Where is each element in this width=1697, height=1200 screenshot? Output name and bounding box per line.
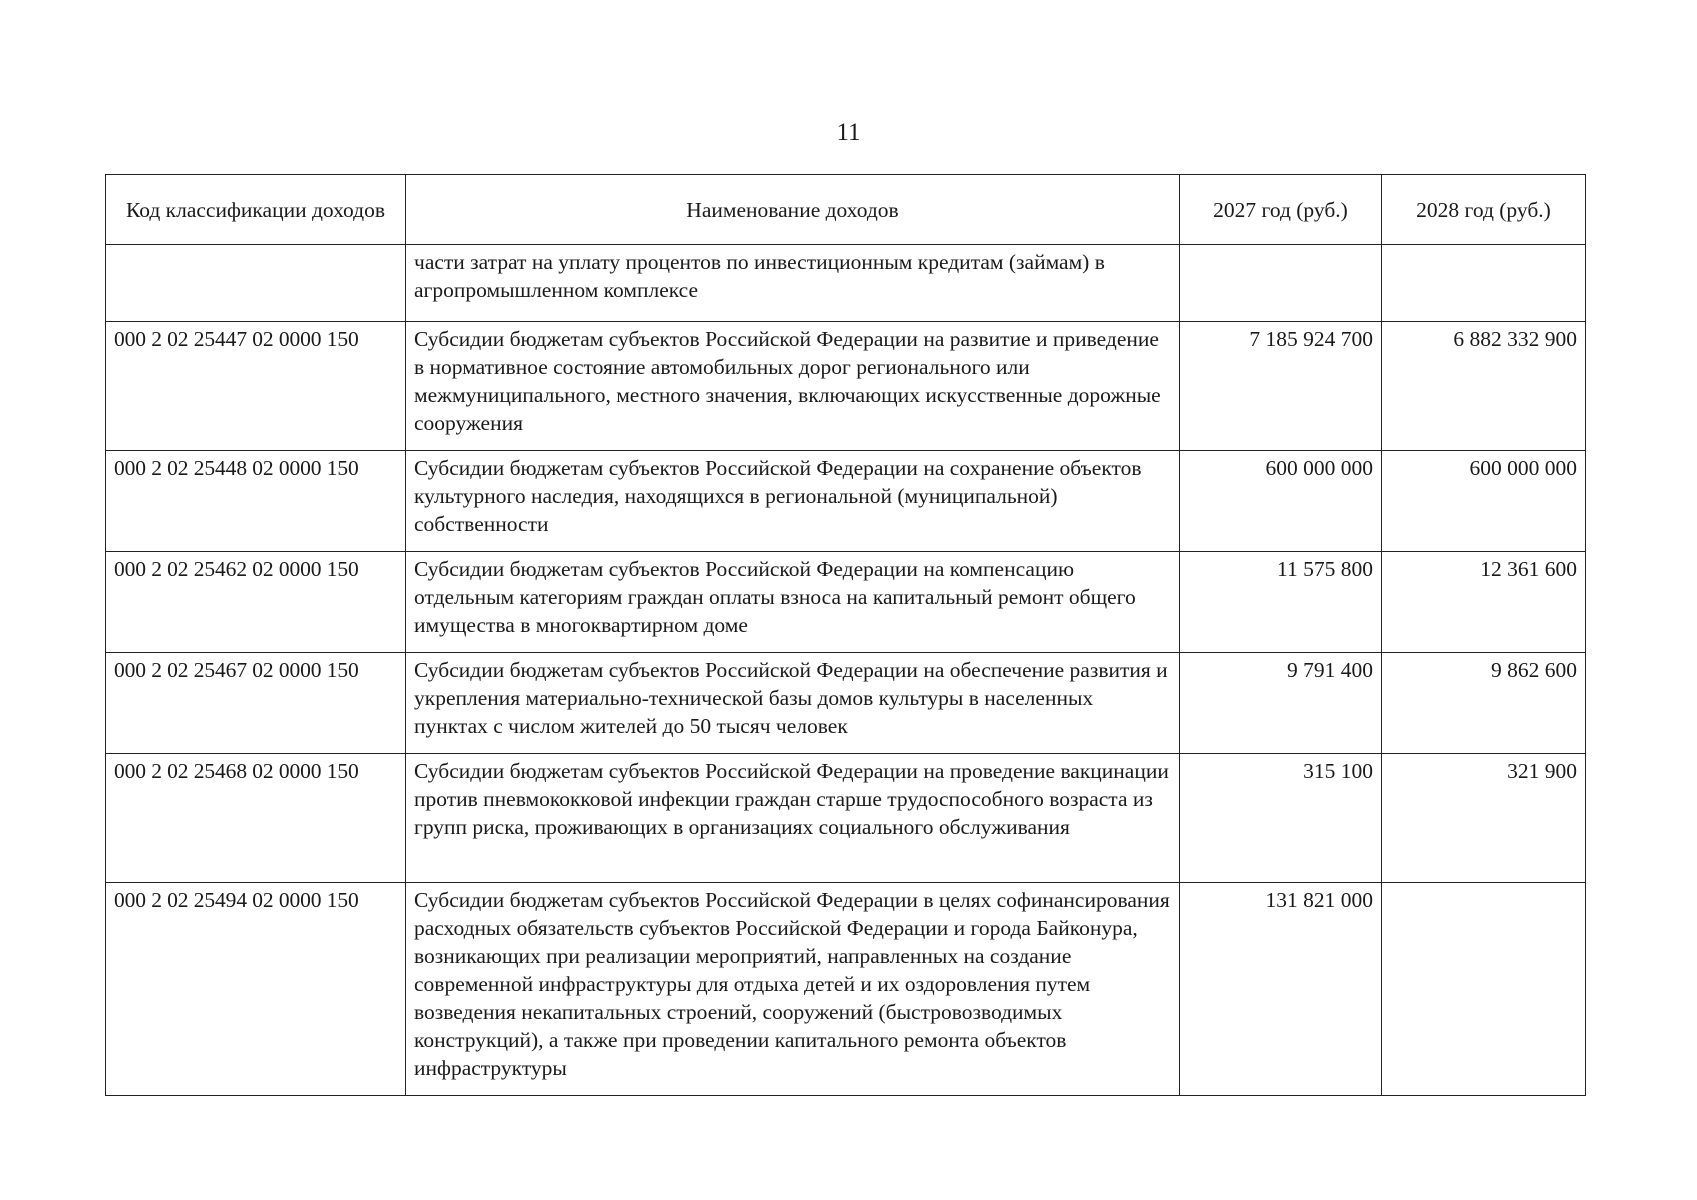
header-code: Код классификации доходов (106, 175, 406, 245)
cell-name: Субсидии бюджетам субъектов Российской Федерации на компенсацию отдельным категориям граждан оплаты взноса на капитальный ремонт общего имущества в многоквартирном доме (406, 552, 1180, 653)
cell-name: части затрат на уплату процентов по инвестиционным кредитам (займам) в агропромышленном комплексе (406, 245, 1180, 322)
cell-year-2027: 9 791 400 (1180, 653, 1382, 754)
cell-code (106, 245, 406, 322)
cell-year-2028: 6 882 332 900 (1382, 322, 1586, 451)
cell-year-2028 (1382, 245, 1586, 322)
cell-code: 000 2 02 25448 02 0000 150 (106, 451, 406, 552)
table-row (106, 883, 1586, 1096)
table-row (106, 653, 1586, 754)
header-year-2028: 2028 год (руб.) (1382, 175, 1586, 245)
table-row (106, 451, 1586, 552)
header-year-2027: 2027 год (руб.) (1180, 175, 1382, 245)
header-name: Наименование доходов (406, 175, 1180, 245)
income-table (105, 174, 1586, 1096)
cell-year-2027: 315 100 (1180, 754, 1382, 883)
cell-name: Субсидии бюджетам субъектов Российской Федерации на сохранение объектов культурного наследия, находящихся в региональной (муниципальной) собственности (406, 451, 1180, 552)
table-row (106, 754, 1586, 883)
table-row (106, 245, 1586, 322)
cell-year-2027: 600 000 000 (1180, 451, 1382, 552)
cell-name: Субсидии бюджетам субъектов Российской Федерации на обеспечение развития и укрепления материально-технической базы домов культуры в населенных пунктах с числом жителей до 50 тысяч человек (406, 653, 1180, 754)
cell-year-2027: 11 575 800 (1180, 552, 1382, 653)
table-row (106, 552, 1586, 653)
cell-year-2027: 7 185 924 700 (1180, 322, 1382, 451)
cell-code: 000 2 02 25468 02 0000 150 (106, 754, 406, 883)
table-row (106, 322, 1586, 451)
cell-code: 000 2 02 25467 02 0000 150 (106, 653, 406, 754)
cell-year-2027: 131 821 000 (1180, 883, 1382, 1096)
cell-code: 000 2 02 25462 02 0000 150 (106, 552, 406, 653)
cell-name: Субсидии бюджетам субъектов Российской Федерации в целях софинансирования расходных обязательств субъектов Российской Федерации и города Байконура, возникающих при реализации мероприятий, направленных на создание современной инфраструктуры для отдыха детей и их оздоровления путем возведения некапитальных строений, сооружений (быстровозводимых конструкций), а также при проведении капитального ремонта объектов инфраструктуры (406, 883, 1180, 1096)
cell-year-2028: 12 361 600 (1382, 552, 1586, 653)
cell-name: Субсидии бюджетам субъектов Российской Федерации на проведение вакцинации против пневмококковой инфекции граждан старше трудоспособного возраста из групп риска, проживающих в организациях социального обслуживания (406, 754, 1180, 883)
page-number: 11 (836, 119, 861, 146)
cell-code: 000 2 02 25447 02 0000 150 (106, 322, 406, 451)
cell-year-2028: 600 000 000 (1382, 451, 1586, 552)
cell-code: 000 2 02 25494 02 0000 150 (106, 883, 406, 1096)
table-header-row (106, 175, 1586, 245)
cell-year-2027 (1180, 245, 1382, 322)
cell-name: Субсидии бюджетам субъектов Российской Федерации на развитие и приведение в нормативное состояние автомобильных дорог регионального или межмуниципального, местного значения, включающих искусственные дорожные сооружения (406, 322, 1180, 451)
cell-year-2028: 9 862 600 (1382, 653, 1586, 754)
cell-year-2028 (1382, 883, 1586, 1096)
cell-year-2028: 321 900 (1382, 754, 1586, 883)
